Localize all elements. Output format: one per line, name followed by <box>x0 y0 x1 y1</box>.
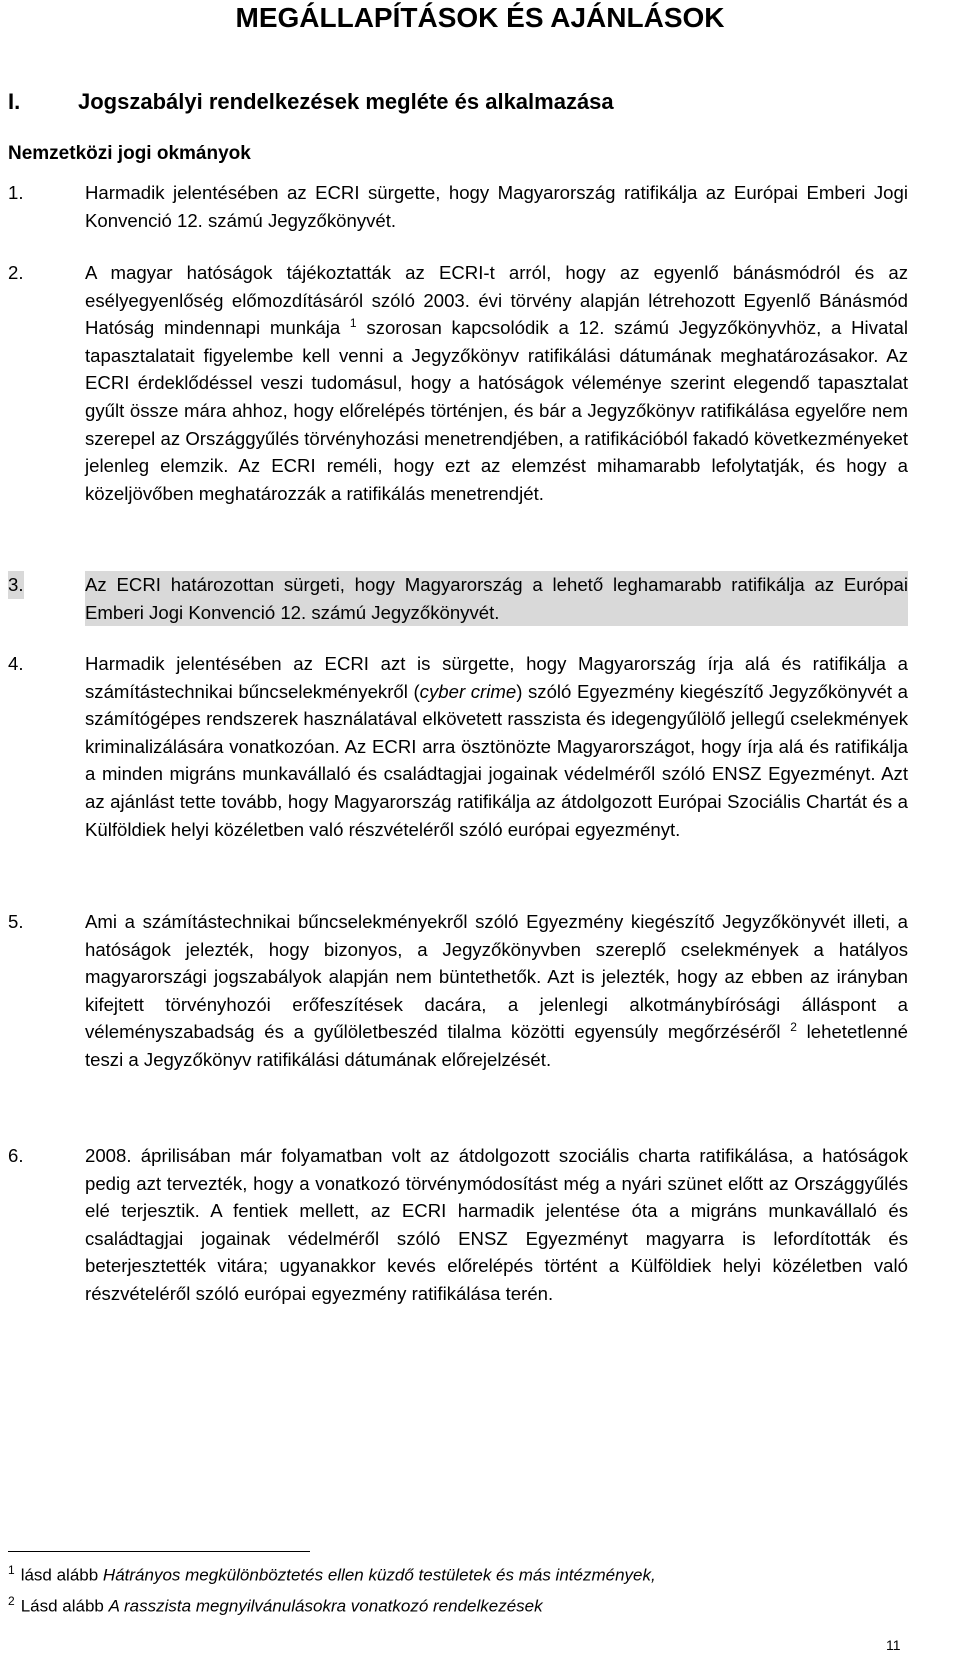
paragraph-text-part: A magyar hatóságok tájékoztatták az ECRI-t arról, hogy az egyenlő bánásmódról és az esélyegyenlőség előmozdításáról szóló 2003. évi törvény alapján létrehozott Egyenlő Bánásmód Hatóság mindennapi munkája <box>85 262 908 339</box>
paragraph-6 <box>8 1142 908 1308</box>
paragraph-text-part: Harmadik jelentésében az ECRI azt is sürgette, hogy Magyarország írja alá és ratifikálja a számítástechnikai bűncselekményekről ( <box>85 653 908 702</box>
footnote-prefix: lásd alább <box>20 1565 103 1585</box>
footnote-separator <box>8 1551 310 1552</box>
paragraph-text <box>85 908 908 1074</box>
paragraph-number: 5. <box>8 911 24 932</box>
page-number: 11 <box>886 1637 901 1653</box>
footnote-reference[interactable]: 1 <box>349 316 357 330</box>
paragraph-number: 3. <box>8 571 24 599</box>
footnote-prefix: Lásd alább <box>20 1596 109 1616</box>
footnote-italic-text: A rasszista megnyilvánulásokra vonatkozó rendelkezések <box>108 1596 543 1616</box>
paragraph-text <box>85 650 908 843</box>
paragraph-text: Harmadik jelentésében az ECRI sürgette, hogy Magyarország ratifikálja az Európai Emberi Jogi Konvenció 12. számú Jegyzőkönyvét. <box>85 182 908 231</box>
paragraph-text: 2008. áprilisában már folyamatban volt az átdolgozott szociális charta ratifikálása, a hatóságok pedig azt tervezték, hogy a vonatkozó törvénymódosítást még a nyári szünet előtt az Országgyűlés elé terjesztik. A fentiek mellett, az ECRI harmadik jelentése óta a migráns munkavállaló és családtagjai jogainak védelméről szóló ENSZ Egyezményt magyarra is lefordították és beterjesztették vitára; ugyanakkor kevés előrelépés történt a Külföldiek helyi közéletben való részvételéről szóló európai egyezmény ratifikálása terén. <box>85 1145 908 1304</box>
chapter-number: I. <box>8 89 21 114</box>
chapter-heading <box>8 88 908 116</box>
italic-term: cyber crime <box>419 680 517 702</box>
paragraph-2 <box>8 259 908 507</box>
footnote-number: 1 <box>8 1563 15 1577</box>
paragraph-3 <box>8 571 908 626</box>
paragraph-number: 4. <box>8 653 24 674</box>
paragraph-text-part: ) szóló Egyezmény kiegészítő Jegyzőkönyvét a számítógépes rendszerek használatával elkövetett rasszista és idegengyűlölő jellegű cselekmények kriminalizálására vonatkozóan. Az ECRI arra ösztönözte Magyarországot, hogy írja alá és ratifikálja a minden migráns munkavállaló és családtagjai jogainak védelméről szóló ENSZ Egyezményt. Azt az ajánlást tette tovább, hogy Magyarország ratifikálja az átdolgozott Európai Szociális Chartát és a Külföldiek helyi közéletben való részvételéről szóló európai egyezményt. <box>85 680 908 840</box>
footnote-2 <box>8 1590 908 1618</box>
paragraph-text-part: lehetetlenné teszi a Jegyzőkönyv ratifikálási dátumának előrejelzését. <box>85 1021 908 1070</box>
section-subheading: Nemzetközi jogi okmányok <box>8 143 251 164</box>
paragraph-number: 6. <box>8 1145 24 1166</box>
paragraph-text-highlighted: Az ECRI határozottan sürgeti, hogy Magyarország a lehető leghamarabb ratifikálja az Európai Emberi Jogi Konvenció 12. számú Jegyzőkönyvét. <box>85 571 908 626</box>
paragraph-text-part: Ami a számítástechnikai bűncselekményekről szóló Egyezmény kiegészítő Jegyzőkönyvét illeti, a hatóságok jelezték, hogy bizonyos, a Jegyzőkönyvben szereplő cselekmények a hatályos magyarországi jogszabályok alapján nem büntethetők. Azt is jelezték, hogy az ebben az irányban kifejtett törvényhozói erőfeszítések dacára, a jelenlegi alkotmánybírósági álláspont a véleményszabadság és a gyűlöletbeszéd tilalma közötti egyensúly megőrzéséről <box>85 911 908 1043</box>
paragraph-1 <box>8 179 908 234</box>
paragraph-number: 1. <box>8 182 24 203</box>
paragraph-number: 2. <box>8 262 24 283</box>
page-title: MEGÁLLAPÍTÁSOK ÉS AJÁNLÁSOK <box>235 2 725 33</box>
chapter-label: Jogszabályi rendelkezések megléte és alkalmazása <box>78 89 614 114</box>
paragraph-text <box>85 259 908 507</box>
footnote-1 <box>8 1559 908 1587</box>
footnote-number: 2 <box>8 1594 15 1608</box>
paragraph-5 <box>8 908 908 1074</box>
paragraph-4 <box>8 650 908 843</box>
footnote-reference[interactable]: 2 <box>790 1020 797 1035</box>
footnote-italic-text: Hátrányos megkülönböztetés ellen küzdő testületek és más intézmények, <box>102 1565 656 1585</box>
paragraph-text-part: szorosan kapcsolódik a 12. számú Jegyzőkönyvhöz, a Hivatal tapasztalatait figyelembe kell venni a Jegyzőkönyv ratifikálási dátumának meghatározásakor. Az ECRI érdeklődéssel veszi tudomásul, hogy a hatóságok véleménye szerint elegendő tapasztalat gyűlt össze mára ahhoz, hogy előrelépés történjen, és bár a Jegyzőkönyv ratifikálása egyelőre nem szerepel az Országgyűlés törvényhozási menetrendjében, a ratifikációból fakadó következményeket jelenleg elemzik. Az ECRI reméli, hogy ezt az elemzést mihamarabb lefolytatják, és hogy a közeljövőben meghatározzák a ratifikálás menetrendjét. <box>85 317 908 504</box>
